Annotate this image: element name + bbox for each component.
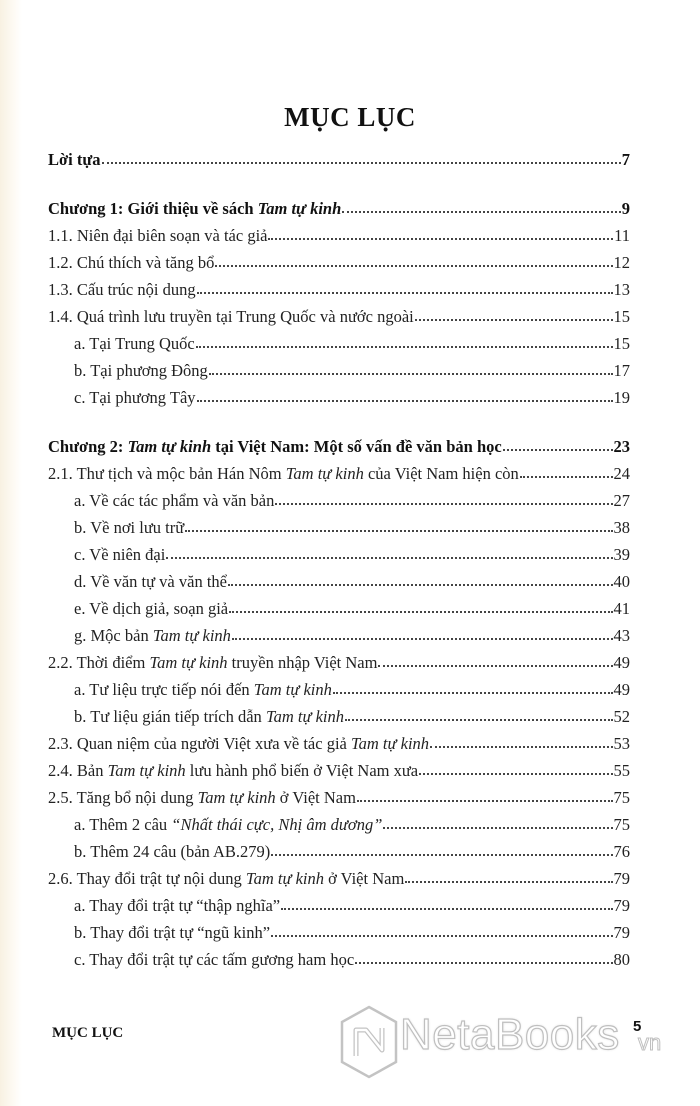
- toc-entry-title-text: Chương 2:: [48, 437, 128, 456]
- toc-entry-title-text: a. Thay đổi trật tự “thập nghĩa”: [74, 896, 281, 915]
- toc-entry-page: 24: [613, 464, 630, 483]
- toc-entry-title: [74, 491, 274, 511]
- toc-entry[interactable]: [48, 761, 630, 783]
- toc-entry-title-text: a. Tại Trung Quốc: [74, 334, 195, 353]
- toc-entry-title-text: Lời tựa: [48, 150, 101, 169]
- toc-entry[interactable]: [74, 361, 630, 383]
- toc-entry-title-italic: Tam tự kinh: [197, 788, 276, 807]
- toc-entry-title-text: a. Tư liệu trực tiếp nói đến: [74, 680, 254, 699]
- page-number: 5: [633, 1018, 642, 1035]
- toc-entry-title: [74, 842, 270, 862]
- toc-entry-title: [48, 761, 418, 781]
- dot-leader: [430, 746, 612, 748]
- netabooks-watermark: [338, 1004, 698, 1084]
- toc-entry-title-text: 1.2. Chú thích và tăng bổ: [48, 253, 215, 272]
- dot-leader: [405, 881, 612, 883]
- toc-entry-title-italic: Tam tự kinh: [149, 653, 228, 672]
- toc-entry-title-italic: Tam tự kinh: [265, 707, 345, 726]
- dot-leader: [209, 373, 613, 375]
- toc-entry-title-text: b. Tư liệu gián tiếp trích dẫn: [74, 707, 266, 726]
- toc-entry-title-text: 2.4. Bản: [48, 761, 108, 780]
- toc-entry[interactable]: [74, 491, 630, 513]
- toc-entry[interactable]: [74, 707, 630, 729]
- toc-entry-title-text: ở Việt Nam: [324, 869, 405, 888]
- dot-leader: [419, 773, 612, 775]
- toc-entry-page: 40: [613, 572, 630, 591]
- dot-leader: [357, 800, 613, 802]
- toc-entry[interactable]: [74, 815, 630, 837]
- toc-entry-title: [48, 199, 341, 219]
- dot-leader: [166, 557, 612, 559]
- toc-entry-page: 75: [613, 788, 630, 807]
- toc-entry-page: 53: [613, 734, 630, 753]
- toc-entry-title: [48, 226, 267, 246]
- watermark-brand: NetaBooks: [400, 1010, 620, 1059]
- toc-entry[interactable]: [74, 545, 630, 567]
- dot-leader: [102, 162, 621, 164]
- dot-leader: [345, 719, 612, 721]
- toc-entry-title: [74, 518, 184, 538]
- toc-entry-title-text: b. Thay đổi trật tự “ngũ kinh”: [74, 923, 271, 942]
- toc-entry-title: [74, 896, 280, 916]
- toc-entry-page: 79: [613, 896, 630, 915]
- toc-entry-title-italic: Tam tự kinh: [127, 437, 212, 456]
- toc-entry-title: [48, 734, 429, 754]
- toc-entry-title: [48, 150, 101, 170]
- toc-entry-page: 15: [613, 307, 630, 326]
- dot-leader: [355, 962, 612, 964]
- toc-entry[interactable]: [48, 734, 630, 756]
- toc-entry-title: [48, 869, 404, 889]
- toc-entry-page: 13: [613, 280, 630, 299]
- toc-entry-title: [48, 307, 414, 327]
- toc-entry-title-text: d. Về văn tự và văn thể: [74, 572, 227, 591]
- toc-entry-page: 9: [621, 199, 630, 218]
- toc-entry[interactable]: [74, 334, 630, 356]
- toc-entry-title: [74, 950, 354, 970]
- toc-entry[interactable]: [48, 253, 630, 275]
- toc-entry-title-text: a. Thêm 2 câu: [74, 815, 172, 834]
- dot-leader: [197, 292, 613, 294]
- toc-entry-title-italic: Tam tự kinh: [107, 761, 186, 780]
- toc-entry[interactable]: [48, 464, 630, 486]
- toc-entry-page: 12: [613, 253, 630, 272]
- toc-entry-title-text: truyền nhập Việt Nam: [227, 653, 378, 672]
- toc-entry-page: 7: [621, 150, 630, 169]
- toc-entry-page: 11: [614, 226, 630, 245]
- toc-entry-page: 55: [613, 761, 630, 780]
- toc-entry-title-text: c. Thay đổi trật tự các tấm gương ham học: [74, 950, 355, 969]
- toc-entry-title-text: 2.2. Thời điểm: [48, 653, 150, 672]
- toc-entry-title: [74, 361, 208, 381]
- toc-entry[interactable]: [74, 923, 630, 945]
- toc-entry-page: 75: [613, 815, 630, 834]
- page-title: MỤC LỤC: [284, 102, 416, 133]
- toc-entry-title-italic: Tam tự kinh: [285, 464, 364, 483]
- toc-entry-title-text: b. Về nơi lưu trữ: [74, 518, 185, 537]
- toc-entry-page: 76: [613, 842, 630, 861]
- toc-entry-title: [48, 253, 214, 273]
- toc-entry[interactable]: [74, 680, 630, 702]
- page-edge-shading: [0, 0, 22, 1106]
- dot-leader: [271, 854, 612, 856]
- toc-entry-page: 79: [613, 869, 630, 888]
- toc-entry-title-text: c. Tại phương Tây: [74, 388, 196, 407]
- toc-entry[interactable]: [74, 626, 630, 648]
- toc-entry-title: [74, 680, 332, 700]
- toc-entry-page: 15: [613, 334, 630, 353]
- toc-entry[interactable]: [48, 226, 630, 248]
- dot-leader: [415, 319, 613, 321]
- toc-entry-page: 80: [613, 950, 630, 969]
- toc-entry-title: [74, 815, 382, 835]
- dot-leader: [228, 584, 613, 586]
- toc-entry[interactable]: [48, 869, 630, 891]
- toc-entry-title: [48, 280, 196, 300]
- toc-entry-title: [74, 626, 231, 646]
- toc-entry-title-text: tại Việt Nam: Một số vấn đề văn bản học: [211, 437, 502, 456]
- toc-entry-page: 38: [613, 518, 630, 537]
- toc-entry-title-text: e. Về dịch giả, soạn giả: [74, 599, 229, 618]
- toc-entry[interactable]: [74, 950, 630, 972]
- toc-entry-title: [74, 923, 270, 943]
- dot-leader: [196, 346, 613, 348]
- toc-entry-page: 39: [613, 545, 630, 564]
- toc-entry-title-text: b. Thêm 24 câu (bản AB.279): [74, 842, 271, 861]
- toc-entry-title: [48, 653, 377, 673]
- toc-entry-title-text: của Việt Nam hiện còn: [363, 464, 519, 483]
- watermark-suffix: vn: [638, 1030, 662, 1055]
- toc-entry-title-text: 1.4. Quá trình lưu truyền tại Trung Quốc và nước ngoài: [48, 307, 414, 326]
- toc-entry-page: 79: [613, 923, 630, 942]
- dot-leader: [268, 238, 613, 240]
- toc-entry[interactable]: [48, 280, 630, 302]
- toc-entry-title-text: 1.1. Niên đại biên soạn và tác giả: [48, 226, 268, 245]
- toc-entry-title-text: 2.1. Thư tịch và mộc bản Hán Nôm: [48, 464, 286, 483]
- toc-entry-title-text: a. Về các tác phẩm và văn bản: [74, 491, 275, 510]
- toc-entry-title: [74, 572, 227, 592]
- netabooks-hexagon-logo-icon: [338, 1004, 400, 1080]
- toc-entry-page: 49: [613, 680, 630, 699]
- dot-leader: [333, 692, 613, 694]
- toc-entry[interactable]: [74, 896, 630, 918]
- toc-entry-page: 27: [613, 491, 630, 510]
- toc-entry-title-text: Chương 1: Giới thiệu về sách: [48, 199, 258, 218]
- toc-entry-page: 49: [613, 653, 630, 672]
- toc-entry-title-italic: Tam tự kinh: [245, 869, 324, 888]
- toc-entry-title-text: 2.3. Quan niệm của người Việt xưa về tác giả: [48, 734, 351, 753]
- toc-entry-title-text: 1.3. Cấu trúc nội dung: [48, 280, 196, 299]
- toc-entry-title: [74, 599, 228, 619]
- toc-entry-title: [48, 464, 519, 484]
- dot-leader: [383, 827, 612, 829]
- dot-leader: [503, 449, 613, 451]
- dot-leader: [520, 476, 613, 478]
- toc-entry-title-italic: Tam tự kinh: [350, 734, 430, 753]
- dot-leader: [342, 211, 620, 213]
- toc-entry-title: [48, 437, 502, 457]
- toc-entry[interactable]: [48, 307, 630, 329]
- toc-entry[interactable]: [74, 388, 630, 410]
- toc-entry-title: [74, 707, 344, 727]
- running-footer-label: MỤC LỤC: [52, 1025, 124, 1041]
- dot-leader: [378, 665, 612, 667]
- dot-leader: [281, 908, 612, 910]
- toc-entry[interactable]: [74, 572, 630, 594]
- toc-entry-title: [74, 334, 195, 354]
- dot-leader: [185, 530, 612, 532]
- toc-entry-page: 43: [613, 626, 630, 645]
- toc-entry-title-text: g. Mộc bản: [74, 626, 153, 645]
- toc-entry[interactable]: [48, 199, 630, 221]
- dot-leader: [232, 638, 613, 640]
- toc-entry[interactable]: [74, 518, 630, 540]
- toc-entry-title: [48, 788, 356, 808]
- toc-entry-page: 52: [613, 707, 630, 726]
- toc-entry[interactable]: [48, 788, 630, 810]
- toc-entry-title-italic: Tam tự kinh: [257, 199, 342, 218]
- toc-entry-page: 23: [613, 437, 630, 456]
- dot-leader: [215, 265, 612, 267]
- toc-entry-title-text: c. Về niên đại: [74, 545, 166, 564]
- toc-entry-title: [74, 545, 165, 565]
- toc-entry-title-italic: Tam tự kinh: [152, 626, 231, 645]
- dot-leader: [197, 400, 613, 402]
- dot-leader: [275, 503, 612, 505]
- toc-entry-title-text: lưu hành phổ biến ở Việt Nam xưa: [185, 761, 419, 780]
- dot-leader: [229, 611, 612, 613]
- dot-leader: [271, 935, 612, 937]
- toc-entry-title-text: 2.5. Tăng bổ nội dung: [48, 788, 198, 807]
- toc-entry-page: 19: [613, 388, 630, 407]
- toc-entry-title-text: ở Việt Nam: [275, 788, 356, 807]
- toc-entry[interactable]: [48, 437, 630, 459]
- toc-entry-title-italic: “Nhất thái cực, Nhị âm dương”: [171, 815, 383, 834]
- toc-entry-title-text: 2.6. Thay đổi trật tự nội dung: [48, 869, 246, 888]
- toc-entry-title: [74, 388, 196, 408]
- toc-entry[interactable]: [74, 842, 630, 864]
- toc-entry[interactable]: [74, 599, 630, 621]
- toc-entry[interactable]: [48, 150, 630, 172]
- toc-entry-title-italic: Tam tự kinh: [253, 680, 332, 699]
- toc-entry[interactable]: [48, 653, 630, 675]
- toc-entry-title-text: b. Tại phương Đông: [74, 361, 208, 380]
- toc-entry-page: 17: [613, 361, 630, 380]
- toc-entry-page: 41: [613, 599, 630, 618]
